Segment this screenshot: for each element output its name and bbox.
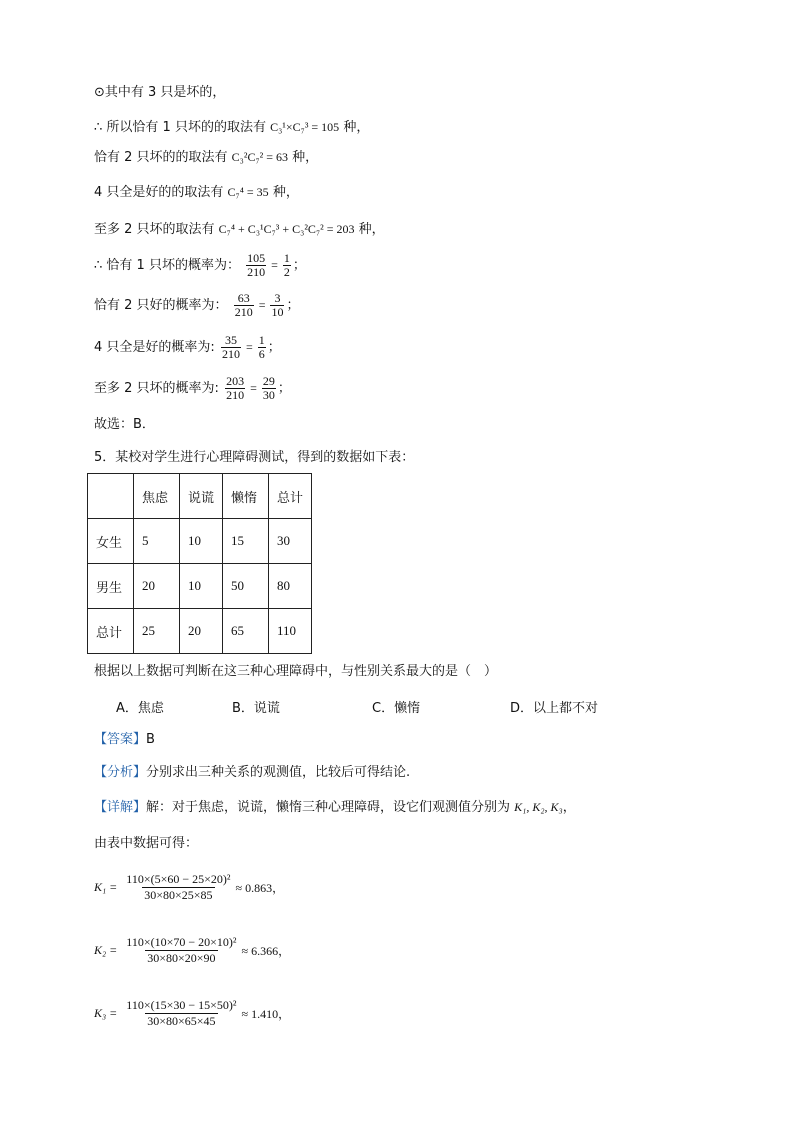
fraction (234, 292, 254, 319)
answer-line (94, 731, 155, 749)
equals: = (268, 258, 281, 272)
question-prompt: 根据以上数据可判断在这三种心理障碍中，与性别关系最大的是（ ） (94, 664, 498, 679)
formula-k1 (94, 872, 284, 903)
answer-options (0, 697, 794, 715)
line-4-text: 4 只全是好的的取法有 (94, 185, 228, 200)
line-3-formula: C₃²C₇² = 63 (231, 150, 289, 164)
denominator: 30×80×65×45 (147, 1014, 216, 1028)
table-header-cell (88, 474, 134, 519)
table-cell: 25 (134, 609, 180, 654)
fraction (221, 334, 241, 361)
formula-rhs: ≈ 1.410， (241, 1007, 291, 1021)
table-cell: 110 (269, 609, 312, 654)
analysis-text: 分别求出三种关系的观测值，比较后可得结论. (146, 765, 411, 780)
line-3-text: 恰有 2 只坏的的取法有 (94, 150, 232, 165)
formula-rhs: ≈ 0.863， (235, 881, 285, 895)
line-2-end: 种， (339, 120, 370, 135)
table-cell: 30 (269, 519, 312, 564)
table-cell: 65 (223, 609, 269, 654)
line-3-end: 种， (288, 150, 319, 165)
equals: = (255, 298, 269, 312)
formula-rhs: ≈ 6.366， (241, 944, 291, 958)
table-cell: 20 (180, 609, 223, 654)
fraction (124, 998, 238, 1029)
solution-line-6 (94, 250, 306, 281)
line-4-formula: C₇⁴ = 35 (227, 185, 269, 199)
answer-tag: 【答案】 (94, 732, 147, 747)
solution-line-8 (94, 332, 281, 363)
detail-line (94, 798, 576, 817)
table-header-cell: 说谎 (180, 474, 223, 519)
numerator: 1 (258, 333, 265, 347)
line-2-formula: C₃¹×C₇³ = 105 (270, 120, 340, 134)
line-8-end: ； (267, 340, 281, 355)
table-row-label: 女生 (88, 519, 134, 564)
formula-lhs: K₁ = (94, 880, 118, 894)
table-cell: 5 (134, 519, 180, 564)
solution-line-3 (94, 148, 318, 167)
fraction (246, 252, 266, 279)
solution-line-1: ⊙其中有 3 只是坏的， (94, 85, 226, 100)
table-row-label: 男生 (88, 564, 134, 609)
formula-lhs: K₂ = (94, 943, 118, 957)
fraction (225, 375, 245, 402)
line-9-text: 至多 2 只坏的概率为: (94, 381, 219, 396)
table-cell: 50 (223, 564, 269, 609)
option-d: D．以上都不对 (510, 701, 599, 716)
table-cell: 80 (269, 564, 312, 609)
numerator: 29 (262, 374, 275, 388)
line-9-end: ； (277, 381, 291, 396)
fraction (262, 375, 276, 402)
analysis-tag: 【分析】 (94, 765, 147, 780)
formula-k3 (94, 998, 290, 1029)
denominator: 30×80×20×90 (147, 951, 216, 965)
detail-text: 解：对于焦虑，说谎，懒惰三种心理障碍，设它们观测值分别为 (146, 800, 515, 815)
line-5-text: 至多 2 只坏的取法有 (94, 222, 219, 237)
denominator: 2 (283, 265, 290, 279)
table-row (88, 519, 312, 564)
analysis-line (94, 764, 410, 782)
numerator: 35 (224, 333, 237, 347)
option-b: B．说谎 (232, 701, 280, 716)
equals: = (247, 381, 260, 395)
line-7-text: 恰有 2 只好的概率为： (94, 298, 228, 313)
numerator: 110×(10×70 − 20×10)² (126, 935, 237, 949)
numerator: 203 (226, 374, 245, 388)
numerator: 110×(15×30 − 15×50)² (126, 998, 237, 1012)
option-a: A．焦虑 (116, 701, 164, 716)
detail-variables: K₁, K₂, K₃ (514, 800, 563, 814)
numerator: 105 (247, 251, 266, 265)
line-7-end: ； (286, 298, 300, 313)
numerator: 63 (237, 291, 250, 305)
line-8-text: 4 只全是好的概率为: (94, 340, 215, 355)
solution-line-4 (94, 183, 299, 202)
solution-line-5 (94, 220, 385, 239)
line-5-end: 种， (354, 222, 385, 237)
detail-tag: 【详解】 (94, 800, 147, 815)
denominator: 6 (258, 347, 265, 361)
fraction (283, 252, 291, 279)
denominator: 210 (221, 347, 240, 361)
table-cell: 10 (180, 519, 223, 564)
fraction (258, 334, 266, 361)
detail-end: ， (562, 800, 576, 815)
table-header-row (88, 474, 312, 519)
data-table (87, 473, 312, 654)
numerator: 3 (274, 291, 281, 305)
denominator: 30×80×25×85 (144, 888, 213, 902)
fraction (270, 292, 284, 319)
numerator: 1 (283, 251, 290, 265)
table-header-cell: 总计 (269, 474, 312, 519)
line-4-end: 种， (268, 185, 299, 200)
solution-line-9 (94, 373, 291, 404)
line-5-formula: C₇⁴ + C₃¹C₇³ + C₃²C₇² = 203 (218, 222, 355, 236)
equals: = (242, 340, 256, 354)
table-row (88, 564, 312, 609)
solution-line-2 (94, 118, 369, 137)
table-cell: 10 (180, 564, 223, 609)
table-cell: 15 (223, 519, 269, 564)
table-cell: 20 (134, 564, 180, 609)
table-header-cell: 焦虑 (134, 474, 180, 519)
denominator: 210 (247, 265, 266, 279)
numerator: 110×(5×60 − 25×20)² (126, 872, 231, 886)
option-c: C．懒惰 (372, 701, 421, 716)
table-row (88, 609, 312, 654)
from-table-line: 由表中数据可得： (94, 836, 199, 851)
line-6-text: ∴ 恰有 1 只坏的概率为： (94, 258, 240, 273)
fraction (124, 872, 232, 903)
fraction (124, 935, 238, 966)
table-row-label: 总计 (88, 609, 134, 654)
table-header-cell: 懒惰 (223, 474, 269, 519)
denominator: 210 (234, 305, 253, 319)
question-5-stem: 5．某校对学生进行心理障碍测试，得到的数据如下表： (94, 450, 415, 465)
line-2-text: ∴ 所以恰有 1 只坏的的取法有 (94, 120, 271, 135)
formula-k2 (94, 935, 290, 966)
denominator: 10 (271, 305, 284, 319)
solution-conclusion: 故选：B． (94, 417, 155, 432)
answer-value: B (146, 732, 155, 747)
solution-line-7 (94, 290, 299, 321)
denominator: 30 (262, 388, 275, 402)
line-6-end: ； (292, 258, 306, 273)
denominator: 210 (226, 388, 245, 402)
formula-lhs: K₃ = (94, 1006, 118, 1020)
